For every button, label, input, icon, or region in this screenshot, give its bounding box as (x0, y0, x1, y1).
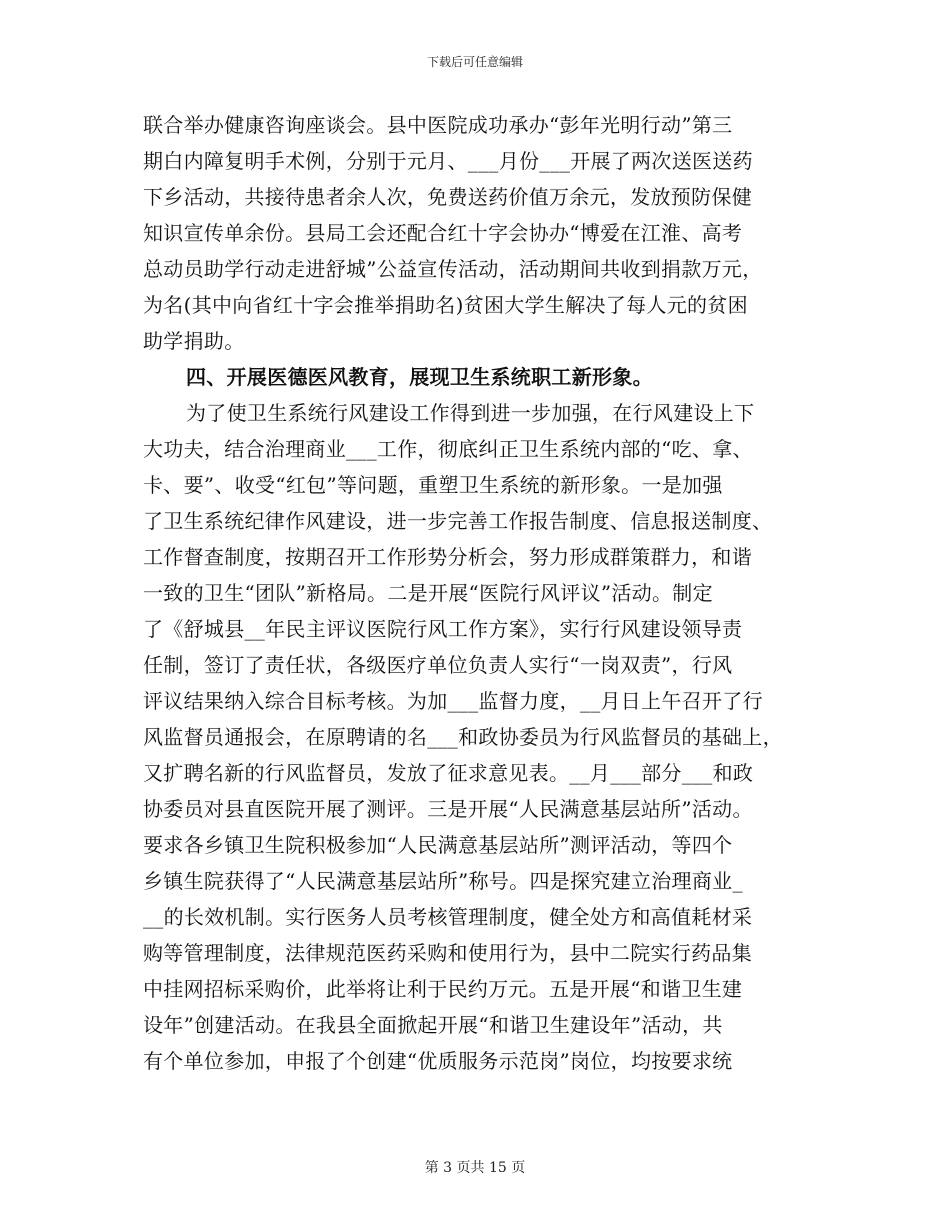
body-line-11: 卡、要”、收受“红包”等问题，重塑卫生系统的新形象。一是加强 (143, 473, 723, 497)
body-line-5: 总动员助学行动走进舒城”公益宣传活动，活动期间共收到捐款万元， (143, 257, 763, 281)
body-line-10: 大功夫，结合治理商业___工作，彻底纠正卫生系统内部的“吃、拿、 (143, 437, 753, 461)
body-line-16: 任制，签订了责任状，各级医疗单位负责人实行“一岗双责”，行风 (143, 653, 733, 677)
body-line-14: 一致的卫生“团队”新格局。二是开展“医院行风评议”活动。制定 (143, 581, 713, 605)
body-line-15: 了《舒城县__年民主评议医院行风工作方案》，实行行风建设领导责 (143, 617, 743, 641)
body-line-13: 工作督查制度，按期召开工作形势分析会，努力形成群策群力，和谐 (143, 545, 752, 569)
body-line-1: 联合举办健康咨询座谈会。县中医院成功承办“彭年光明行动”第三 (143, 113, 733, 137)
body-line-18: 风监督员通报会，在原聘请的名___和政协委员为行风监督员的基础上， (143, 725, 783, 749)
body-line-17: 评议结果纳入综合目标考核。为加___监督力度，__月日上午召开了行 (143, 689, 763, 713)
page-header: 下载后可任意编辑 (426, 55, 523, 69)
body-line-25: 中挂网招标采购价，此举将让利于民约万元。五是开展“和谐卫生建 (143, 977, 743, 1001)
body-line-24: 购等管理制度，法律规范医药采购和使用行为，县中二院实行药品集 (143, 941, 752, 965)
body-line-19: 又扩聘名新的行风监督员，发放了征求意见表。__月___部分___和政 (143, 761, 754, 785)
body-line-22: 乡镇生院获得了“人民满意基层站所”称号。四是探究建立治理商业_ (143, 869, 743, 893)
body-line-23: __的长效机制。实行医务人员考核管理制度，健全处方和高值耗材采 (143, 905, 753, 929)
body-line-6: 为名(其中向省红十字会推举捐助名)贫困大学生解决了每人元的贫困 (143, 293, 748, 317)
body-line-7: 助学捐助。 (143, 329, 245, 353)
body-line-12: 了卫生系统纪律作风建设，进一步完善工作报告制度、信息报送制度、 (143, 509, 773, 533)
body-line-9: 为了使卫生系统行风建设工作得到进一步加强，在行风建设上下 (186, 401, 755, 425)
body-line-4: 知识宣传单余份。县局工会还配合红十字会协办“博爱在江淮、高考 (143, 221, 743, 245)
body-line-2: 期白内障复明手术例，分别于元月、___月份___开展了两次送医送药 (143, 149, 753, 173)
page-number: 第 3 页共 15 页 (424, 1160, 526, 1176)
section-heading: 四、开展医德医风教育，展现卫生系统职工新形象。 (186, 365, 653, 389)
body-line-26: 设年”创建活动。在我县全面掀起开展“和谐卫生建设年”活动，共 (143, 1013, 723, 1037)
body-line-20: 协委员对县直医院开展了测评。三是开展“人民满意基层站所”活动。 (143, 797, 753, 821)
body-line-21: 要求各乡镇卫生院积极参加“人民满意基层站所”测评活动，等四个 (143, 833, 733, 857)
body-line-27: 有个单位参加，申报了个创建“优质服务示范岗”岗位，均按要求统 (143, 1049, 733, 1073)
body-line-3: 下乡活动，共接待患者余人次，免费送药价值万余元，发放预防保健 (143, 185, 752, 209)
